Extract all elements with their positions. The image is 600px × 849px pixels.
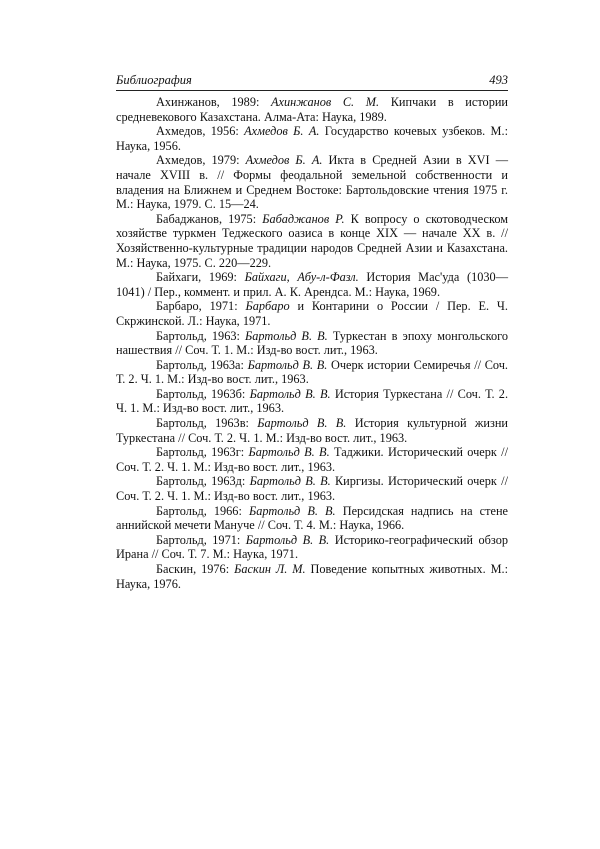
entry-text: и Контарини о России / Пер. Е. Ч. Скржинской. Л.: Наука, 1971. — [116, 299, 508, 328]
entry-author: Байхаги, Абу-л-Фазл. — [244, 270, 359, 285]
bibliography-entry — [116, 416, 508, 445]
bibliography-list — [116, 95, 508, 591]
entry-key: Бартольд, 1963а: — [156, 357, 244, 372]
entry-author: Барбаро — [245, 299, 290, 314]
running-header — [116, 72, 508, 91]
bibliography-entry — [116, 474, 508, 503]
entry-author: Бартольд В. В. — [245, 328, 328, 343]
bibliography-entry — [116, 533, 508, 562]
section-title: Библиография — [116, 73, 192, 87]
entry-text: Кипчаки в истории средневекового Казахстана. Алма-Ата: Наука, 1989. — [116, 95, 509, 124]
entry-key: Ахинжанов, 1989: — [156, 95, 260, 109]
entry-key: Бартольд, 1963в: — [156, 416, 249, 431]
entry-text: Историко-географический обзор Ирана // Соч. Т. 7. М.: Наука, 1971. — [116, 532, 509, 562]
entry-text: Государство кочевых узбеков. М.: Наука, 1956. — [116, 124, 508, 153]
entry-text: История культурной жизни Туркестана // Соч. Т. 2. Ч. 1. М.: Изд-во вост. лит., 1963. — [116, 416, 509, 445]
entry-key: Байхаги, 1969: — [156, 270, 237, 285]
entry-text: К вопросу о скотоводческом хозяйстве туркмен Теджеского оазиса в конце XIX — начале XX в. // Хозяйственно-культурные традиции народов Средней Азии и Казахстана. М.: Наука, 1975. С. 220—229. — [116, 211, 509, 270]
bibliography-entry — [116, 95, 508, 124]
entry-text: Персидская надпись на стене аннийской мечети Мануче // Соч. Т. 4. М.: Наука, 1966. — [116, 503, 508, 533]
entry-author: Бартольд В. В. — [245, 532, 330, 547]
entry-author: Бартольд В. В. — [249, 386, 331, 401]
bibliography-entry — [116, 445, 508, 474]
entry-text: История Туркестана // Соч. Т. 2. Ч. 1. М.: Изд-во вост. лит., 1963. — [116, 386, 509, 416]
bibliography-entry — [116, 153, 508, 211]
entry-text: Поведение копытных животных. М.: Наука, 1976. — [116, 562, 509, 591]
entry-key: Баскин, 1976: — [156, 562, 230, 576]
entry-key: Ахмедов, 1979: — [156, 153, 240, 168]
page-number: 493 — [489, 73, 508, 87]
bibliography-entry — [116, 387, 508, 416]
bibliography-entry — [116, 299, 508, 328]
entry-key: Бартольд, 1966: — [156, 503, 242, 518]
entry-author: Баскин Л. М. — [234, 562, 306, 576]
entry-text: Киргизы. Исторический очерк // Соч. Т. 2. Ч. 1. М.: Изд-во вост. лит., 1963. — [116, 474, 509, 504]
entry-author: Бартольд В. В. — [248, 445, 330, 460]
entry-author: Бартольд В. В. — [257, 416, 347, 431]
bibliography-entry — [116, 562, 508, 591]
entry-author: Ахмедов Б. А. — [244, 124, 320, 139]
bibliography-entry — [116, 358, 508, 387]
bibliography-entry — [116, 212, 508, 270]
bibliography-entry — [116, 270, 508, 299]
entry-author: Бартольд В. В. — [249, 474, 331, 489]
entry-key: Ахмедов, 1956: — [156, 124, 239, 139]
bibliography-entry — [116, 329, 508, 358]
entry-author: Ахинжанов С. М. — [271, 95, 380, 109]
entry-text: Очерк истории Семиречья // Соч. Т. 2. Ч. 1. М.: Изд-во вост. лит., 1963. — [116, 357, 508, 387]
entry-text: История Мас'уда (1030—1041) / Пер., коммент. и прил. А. К. Арендса. М.: Наука, 1969. — [116, 270, 509, 299]
entry-key: Бабаджанов, 1975: — [156, 211, 257, 226]
entry-author: Бартольд В. В. — [248, 503, 336, 518]
entry-key: Бартольд, 1963: — [156, 328, 240, 343]
entry-text: Таджики. Исторический очерк // Соч. Т. 2. Ч. 1. М.: Изд-во вост. лит., 1963. — [116, 445, 509, 474]
entry-key: Бартольд, 1963д: — [156, 474, 246, 489]
entry-text: Икта в Средней Азии в XVI — начале XVIII в. // Формы феодальной земельной собственности и владения на Ближнем и Среднем Востоке: Бартольдовские чтения 1975 г. М.: Наука, 1979. С. 15—24. — [116, 153, 508, 212]
bibliography-entry — [116, 124, 508, 153]
entry-text: Туркестан в эпоху монгольского нашествия // Соч. Т. 1. М.: Изд-во вост. лит., 1963. — [116, 328, 509, 358]
entry-key: Бартольд, 1963б: — [156, 386, 246, 401]
entry-key: Бартольд, 1971: — [156, 532, 241, 547]
entry-author: Ахмедов Б. А. — [245, 153, 323, 168]
entry-author: Бартольд В. В. — [247, 357, 328, 372]
entry-key: Бартольд, 1963г: — [156, 445, 245, 460]
entry-key: Барбаро, 1971: — [156, 299, 238, 314]
entry-author: Бабаджанов Р. — [262, 211, 345, 226]
bibliography-entry — [116, 504, 508, 533]
